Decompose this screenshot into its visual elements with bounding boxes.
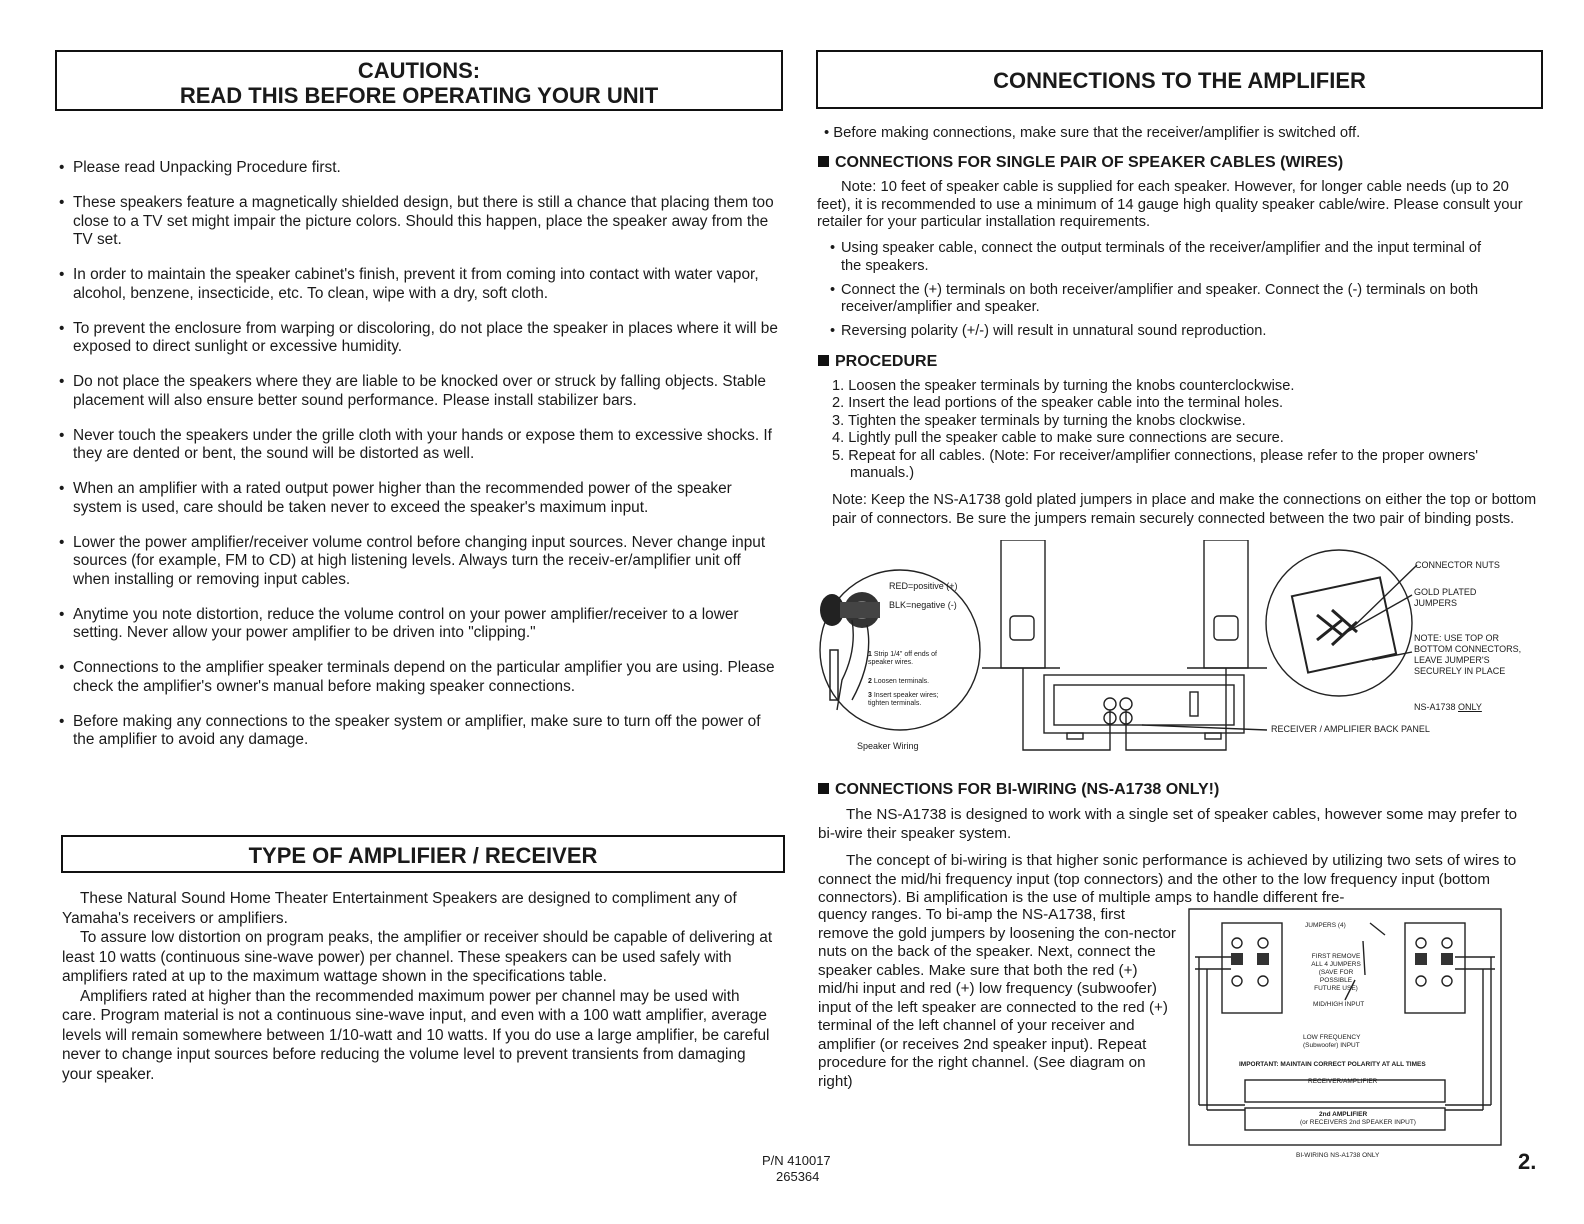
model-only-suffix: ONLY: [1458, 702, 1482, 712]
procedure-note: [832, 491, 1540, 528]
model-only-prefix: NS-A1738: [1414, 702, 1459, 712]
part-number: P/N 410017: [762, 1153, 831, 1168]
step-number-3: 3: [868, 692, 872, 699]
square-bullet-icon: [818, 355, 829, 366]
type-title: TYPE OF AMPLIFIER / RECEIVER: [248, 843, 598, 868]
intro-sentence: Before making connections, make sure that the receiver/amplifier is switched off.: [833, 125, 1361, 141]
receiver-illustration: [1044, 675, 1244, 733]
caution-item: • Anytime you note distortion, reduce the volume control on your power amplifier/receiver to a lower setting. Never allow your power amplifier to be driven into "clipping.": [57, 606, 781, 643]
single-pair-bullet: • Connect the (+) terminals on both receiver/amplifier and speaker. Connect the (-) terminals on both receiver/amplifier and speaker.: [830, 282, 1490, 318]
back-panel-label: RECEIVER / AMPLIFIER BACK PANEL: [1271, 724, 1430, 734]
second-amp-label: 2nd AMPLIFIER: [1319, 1111, 1368, 1118]
gold-jumpers-label: GOLD PLATED JUMPERS: [1414, 587, 1477, 608]
cautions-title-line1: CAUTIONS:: [357, 58, 481, 83]
single-pair-note: [817, 179, 1531, 232]
left-speaker-back: [1222, 923, 1282, 1013]
right-speaker-back: [1405, 923, 1465, 1013]
caution-item: • Lower the power amplifier/receiver volume control before changing input sources. Never change input sources (for example, FM to CD) at high listening levels. Always turn the receiv-er/amplifier unit off when installing or removing input cables.: [57, 534, 781, 590]
square-bullet-icon: [818, 156, 829, 167]
type-paragraph: To assure low distortion on program peaks, the amplifier or receiver should be capable of delivering at least 10 watts (continuous sine-wave power) per channel. These speakers can be used safely with amplifiers rated at up to the maximum wattage shown in the specifications table.: [62, 929, 773, 985]
procedure-heading: [818, 352, 937, 372]
connections-title: CONNECTIONS TO THE AMPLIFIER: [993, 68, 1366, 93]
procedure-step: 2. Insert the lead portions of the speaker cable into the terminal holes.: [832, 395, 1284, 412]
single-pair-bullets: [830, 240, 1490, 347]
loosen-instruction-text: Loosen terminals.: [873, 678, 930, 685]
jumpers-label: JUMPERS (4): [1305, 922, 1346, 929]
caution-item: • To prevent the enclosure from warping or discoloring, do not place the speaker in places where it will be exposed to direct sunlight or excessive humidity.: [57, 320, 781, 357]
left-speaker-cabinet: [1001, 540, 1045, 668]
biwire-paragraph-1: [818, 806, 1532, 843]
loosen-instruction: [868, 678, 958, 686]
biwire-heading: [818, 780, 1538, 800]
single-pair-heading-text: CONNECTIONS FOR SINGLE PAIR OF SPEAKER CABLES (WIRES): [835, 154, 1344, 171]
type-header: [61, 835, 785, 873]
step-number-1: 1: [868, 651, 872, 658]
biwire-heading-text: CONNECTIONS FOR BI-WIRING (NS-A1738 ONLY!): [835, 781, 1220, 798]
cautions-header: [55, 50, 783, 111]
red-positive-label: RED=positive (+): [889, 581, 958, 591]
procedure-steps: [832, 378, 1512, 482]
insert-instruction-text: Insert speaker wires; tighten terminals.: [868, 692, 939, 707]
caution-item: • Never touch the speakers under the grille cloth with your hands or expose them to excessive shocks. If they are dented or bent, the sound will be distorted as well.: [57, 427, 781, 464]
procedure-step: 1. Loosen the speaker terminals by turning the knobs counterclockwise.: [832, 378, 1295, 394]
polarity-warning: IMPORTANT: MAINTAIN CORRECT POLARITY AT ALL TIMES: [1239, 1061, 1426, 1068]
square-bullet-icon: [818, 783, 829, 794]
connections-header: [816, 50, 1543, 109]
low-frequency-label: LOW FREQUENCY (Subwoofer) INPUT: [1303, 1034, 1361, 1049]
single-pair-heading: [818, 153, 1538, 173]
single-pair-note-text: Note: 10 feet of speaker cable is supplied for each speaker. However, for longer cable needs (up to 20 feet), it is recommended to use a minimum of 14 gauge high quality speaker cable/wire. Please consult your retailer for your particular installation requirements.: [817, 179, 1523, 230]
procedure-heading-text: PROCEDURE: [835, 353, 938, 370]
insert-instruction: [868, 692, 958, 708]
biwire-paragraph-1-text: The NS-A1738 is designed to work with a single set of speaker cables, however some may prefer to bi-wire their speaker system.: [818, 806, 1518, 842]
first-remove-label: FIRST REMOVE ALL 4 JUMPERS (SAVE FOR POSSIBLE FUTURE USE): [1311, 953, 1361, 992]
caution-item: • In order to maintain the speaker cabinet's finish, prevent it from coming into contact with water vapor, alcohol, benzene, insecticide, etc. To clean, wipe with a dry, soft cloth.: [57, 266, 781, 303]
procedure-note-text: Note: Keep the NS-A1738 gold plated jumpers in place and make the connections on either the top or bottom pair of connectors. Be sure the jumpers remain securely connected between the two pair of binding posts.: [832, 492, 1537, 527]
connector-nuts-label: CONNECTOR NUTS: [1415, 560, 1500, 570]
procedure-step: 4. Lightly pull the speaker cable to make sure connections are secure.: [832, 430, 1284, 447]
speaker-wiring-caption: Speaker Wiring: [857, 741, 919, 751]
type-paragraph: Amplifiers rated at higher than the recommended maximum power per channel may be used with care. Program material is not a continuous sine-wave input, and even with a 100 watt amplifier, average levels will remain somewhere between 1/10-watt and 10 watts. If you do use a large amplifier, be careful never to change input sources before reducing the volume level to prevent transients from damaging your speaker.: [62, 987, 770, 1083]
caution-item: • Connections to the amplifier speaker terminals depend on the particular amplifier you are using. Please check the amplifier's owner's manual before making speaker connections.: [57, 659, 781, 696]
caution-item: • These speakers feature a magnetically shielded design, but there is still a chance that placing them too close to a TV set might impair the picture colors. Should this happen, place the speaker away from the TV set.: [57, 194, 781, 250]
right-speaker-wire: [1126, 668, 1226, 750]
cautions-list: [57, 159, 781, 766]
strip-instruction-text: Strip 1/4" off ends of speaker wires.: [868, 651, 937, 666]
model-only-label: [1414, 702, 1482, 713]
biwire-paragraph-2a-text: The concept of bi-wiring is that higher sonic performance is achieved by utilizing two sets of wires to connect the mid/hi frequency input (top connectors) and the other to the low frequency input (bottom connectors). Bi amplification is the use of multiple amps to handle different fre-: [818, 852, 1517, 906]
caution-item: • Please read Unpacking Procedure first.: [57, 159, 781, 178]
blk-negative-label: BLK=negative (-): [889, 600, 957, 610]
single-pair-bullet: • Reversing polarity (+/-) will result in unnatural sound reproduction.: [830, 323, 1490, 341]
type-body: [62, 889, 777, 1084]
use-top-note: NOTE: USE TOP OR BOTTOM CONNECTORS, LEAVE JUMPER'S SECURELY IN PLACE: [1414, 633, 1522, 676]
caution-item: • Before making any connections to the speaker system or amplifier, make sure to turn off the power of the amplifier to avoid any damage.: [57, 713, 781, 750]
intro-text: • Before making connections, make sure that the receiver/amplifier is switched off.: [824, 125, 1361, 141]
procedure-step: 5. Repeat for all cables. (Note: For receiver/amplifier connections, please refer to the proper owners' manuals.): [832, 447, 1479, 482]
caution-item: • When an amplifier with a rated output power higher than the recommended power of the speaker system is used, care should be taken never to exceed the speaker's maximum input.: [57, 480, 781, 517]
biwire-paragraph-2b: [818, 906, 1178, 1091]
step-number-2: 2: [868, 678, 872, 685]
second-amp-sub-label: (or RECEIVERS 2nd SPEAKER INPUT): [1300, 1119, 1416, 1126]
right-speaker-cabinet: [1204, 540, 1248, 668]
type-paragraph: These Natural Sound Home Theater Entertainment Speakers are designed to compliment any of Yamaha's receivers or amplifiers.: [62, 890, 737, 927]
document-code: 265364: [776, 1169, 820, 1184]
single-pair-bullet: • Using speaker cable, connect the output terminals of the receiver/amplifier and the input terminal of the speakers.: [830, 240, 1490, 276]
receiver-label: RECEIVER/AMPLIFIER: [1308, 1078, 1378, 1085]
mid-high-label: MID/HIGH INPUT: [1313, 1001, 1365, 1008]
cautions-title-line2: READ THIS BEFORE OPERATING YOUR UNIT: [179, 83, 659, 108]
procedure-step: 3. Tighten the speaker terminals by turning the knobs clockwise.: [832, 412, 1246, 429]
biwire-paragraph-2a: [818, 852, 1534, 908]
page-number: 2.: [1518, 1149, 1537, 1174]
biwiring-caption: BI-WIRING NS-A1738 ONLY: [1296, 1152, 1380, 1159]
caution-item: • Do not place the speakers where they are liable to be knocked over or struck by falling objects. Stable placement will also ensure better sound performance. Please install stabilizer bars.: [57, 373, 781, 410]
strip-instruction: [868, 651, 958, 667]
biwire-paragraph-2b-text: quency ranges. To bi-amp the NS-A1738, first remove the gold jumpers by loosening the con-nector nuts on the back of the speaker. Next, connect the speaker cables. Make sure that both the red (+) mid/hi input and red (+) low frequency (subwoofer) input of the left speaker are connected to the red (+) terminal of the left channel of your receiver and amplifier (or receives 2nd speaker input). Repeat procedure for the right channel. (See diagram on right): [818, 906, 1176, 1090]
